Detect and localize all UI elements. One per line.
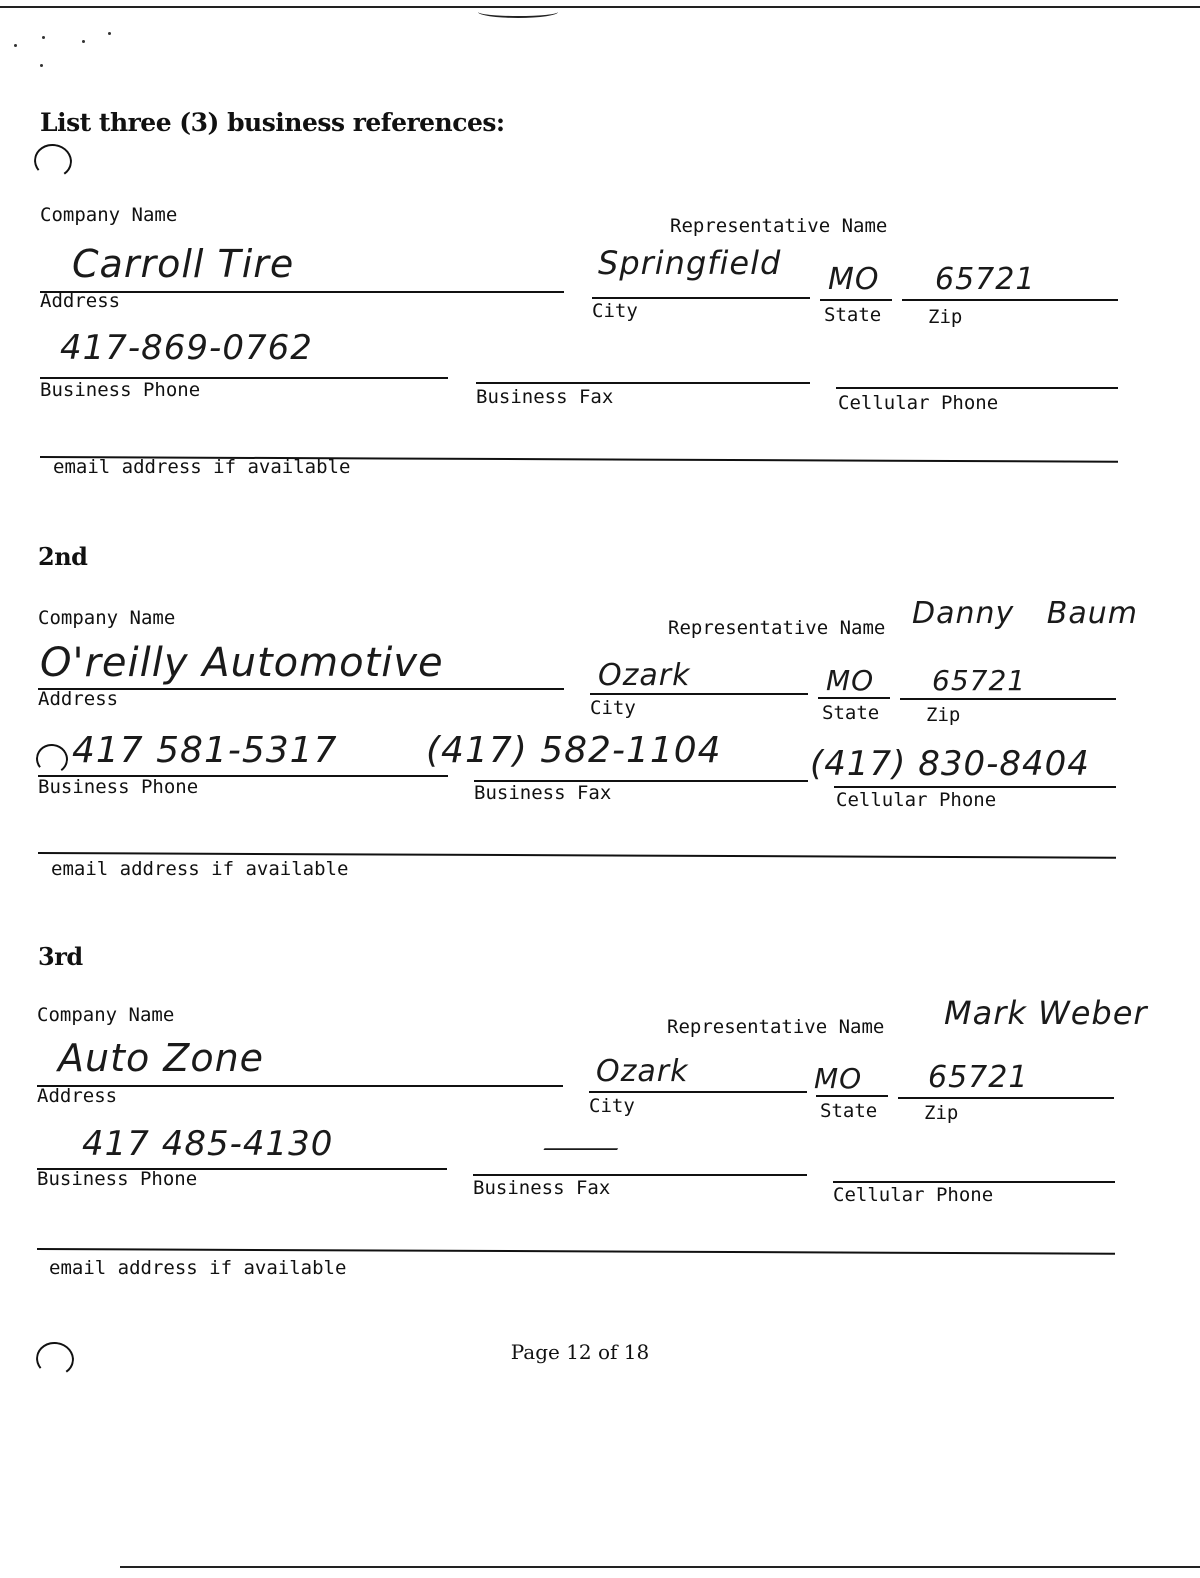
representative-name-value[interactable]: Danny Baum xyxy=(912,596,1139,631)
business-phone-value[interactable]: 417 485-4130 xyxy=(82,1124,334,1164)
city-label: City xyxy=(592,300,638,322)
state-value[interactable]: MO xyxy=(814,1062,863,1095)
city-label: City xyxy=(590,697,636,719)
scan-edge-top xyxy=(0,6,1200,8)
business-phone-label: Business Phone xyxy=(37,1168,198,1190)
section-label-2nd: 2nd xyxy=(38,542,88,571)
company-name-value[interactable]: O'reilly Automotive xyxy=(40,640,444,686)
company-name-value[interactable]: Carroll Tire xyxy=(72,242,295,286)
state-line xyxy=(820,299,892,301)
cellular-phone-label: Cellular Phone xyxy=(836,789,997,811)
city-value[interactable]: Springfield xyxy=(598,244,782,282)
scan-speck xyxy=(14,44,17,47)
cellular-phone-label: Cellular Phone xyxy=(838,392,999,414)
business-fax-value[interactable]: — xyxy=(540,1134,622,1162)
page-number: Page 12 of 18 xyxy=(510,1340,650,1364)
state-line xyxy=(816,1095,888,1097)
city-value[interactable]: Ozark xyxy=(596,1054,689,1089)
zip-value[interactable]: 65721 xyxy=(928,1060,1029,1095)
state-line xyxy=(818,697,890,699)
zip-line xyxy=(898,1097,1114,1099)
business-fax-label: Business Fax xyxy=(474,782,612,804)
punch-hole-icon xyxy=(32,142,74,181)
state-label: State xyxy=(820,1100,878,1122)
business-fax-label: Business Fax xyxy=(476,386,614,408)
address-label: Address xyxy=(40,290,121,312)
representative-name-label: Representative Name xyxy=(668,617,886,639)
email-label: email address if available xyxy=(53,456,351,478)
company-name-value[interactable]: Auto Zone xyxy=(58,1036,265,1080)
city-value[interactable]: Ozark xyxy=(598,658,691,693)
city-line xyxy=(590,693,808,695)
business-fax-line xyxy=(476,382,810,384)
business-phone-label: Business Phone xyxy=(40,379,201,401)
city-line xyxy=(589,1091,807,1093)
representative-name-label: Representative Name xyxy=(667,1016,885,1038)
company-name-label: Company Name xyxy=(38,607,176,629)
business-fax-line xyxy=(473,1174,807,1176)
scan-speck xyxy=(40,64,43,67)
section-label-3rd: 3rd xyxy=(38,942,83,971)
address-label: Address xyxy=(38,688,119,710)
page-heading: List three (3) business references: xyxy=(40,108,505,137)
business-phone-value[interactable]: 417 581-5317 xyxy=(72,730,338,771)
cellular-phone-line xyxy=(834,786,1116,788)
scan-edge-bottom xyxy=(120,1566,1200,1568)
company-name-label: Company Name xyxy=(40,204,178,226)
email-label: email address if available xyxy=(49,1257,347,1279)
state-label: State xyxy=(824,304,882,326)
email-label: email address if available xyxy=(51,858,349,880)
business-phone-label: Business Phone xyxy=(38,776,199,798)
representative-name-value[interactable]: Mark Weber xyxy=(944,994,1148,1032)
state-label: State xyxy=(822,702,880,724)
business-fax-value[interactable]: (417) 582-1104 xyxy=(426,730,722,771)
zip-value[interactable]: 65721 xyxy=(932,664,1027,697)
representative-name-label: Representative Name xyxy=(670,215,888,237)
email-line xyxy=(37,1248,1115,1254)
scan-speck xyxy=(42,36,45,39)
scan-edge-notch xyxy=(478,6,558,18)
state-value[interactable]: MO xyxy=(826,664,875,697)
business-fax-label: Business Fax xyxy=(473,1177,611,1199)
zip-line xyxy=(900,698,1116,700)
zip-value[interactable]: 65721 xyxy=(935,262,1036,297)
cellular-phone-label: Cellular Phone xyxy=(833,1184,994,1206)
zip-label: Zip xyxy=(926,704,961,726)
cellular-phone-value[interactable]: (417) 830-8404 xyxy=(810,744,1090,784)
city-label: City xyxy=(589,1095,635,1117)
zip-label: Zip xyxy=(928,306,963,328)
city-line xyxy=(592,297,810,299)
company-name-label: Company Name xyxy=(37,1004,175,1026)
zip-label: Zip xyxy=(924,1102,959,1124)
cellular-phone-line xyxy=(836,387,1118,389)
state-value[interactable]: MO xyxy=(828,262,880,297)
address-label: Address xyxy=(37,1085,118,1107)
scan-speck xyxy=(82,40,85,43)
scan-speck xyxy=(108,32,111,35)
business-phone-value[interactable]: 417-869-0762 xyxy=(60,328,313,368)
zip-line xyxy=(902,299,1118,301)
cellular-phone-line xyxy=(833,1181,1115,1183)
punch-hole-icon xyxy=(34,742,70,776)
